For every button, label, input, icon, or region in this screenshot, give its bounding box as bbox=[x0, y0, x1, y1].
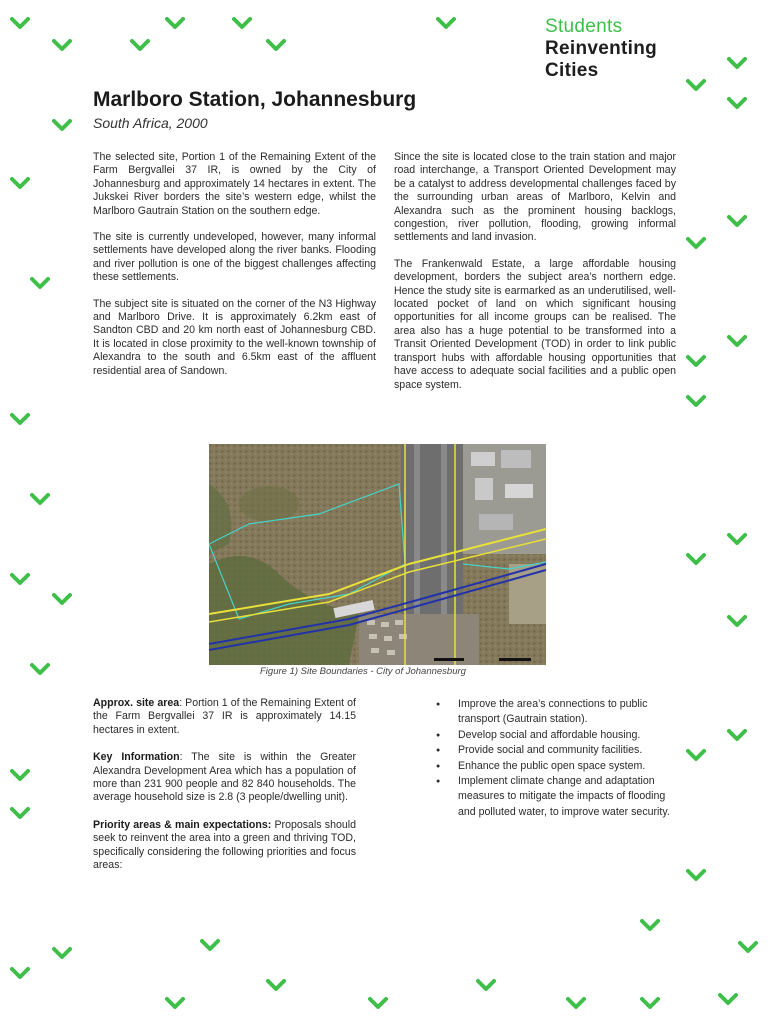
chevron-down-icon bbox=[686, 552, 706, 566]
chevron-down-icon bbox=[368, 996, 388, 1010]
chevron-down-icon bbox=[727, 614, 747, 628]
site-area-label: Approx. site area bbox=[93, 697, 180, 709]
logo-line-cities: Cities bbox=[545, 60, 599, 81]
chevron-down-icon bbox=[738, 940, 758, 954]
chevron-down-icon bbox=[686, 236, 706, 250]
site-boundaries-aerial-map bbox=[209, 444, 546, 665]
chevron-down-icon bbox=[10, 16, 30, 30]
site-information bbox=[93, 697, 356, 886]
chevron-down-icon bbox=[10, 768, 30, 782]
paragraph: The selected site, Portion 1 of the Remaining Extent of the Farm Bergvallei 37 IR, is owned by the City of Johannesburg and approximately 14 hectares in extent. The Jukskei River borders the site’s western edge, whilst the Marlboro Gautrain Station on the southern edge. bbox=[93, 151, 376, 217]
paragraph: Since the site is located close to the train station and major road interchange, a Transport Oriented Development may be a catalyst to address developmental challenges faced by the surrounding urban areas of Marlboro, Kelvin and Alexandra such as the prominent housing backlogs, congestion, river pollution, flooding, growing informal settlements and land invasion. bbox=[394, 151, 676, 244]
chevron-down-icon bbox=[718, 992, 738, 1006]
key-information-text: : The site is within the Greater Alexandra Development Area which has a population of more than 231 900 people and 82 840 households. The average household size is 2.8 (3 people/dwelling unit). bbox=[93, 751, 357, 804]
chevron-down-icon bbox=[436, 16, 456, 30]
priority-areas-paragraph bbox=[93, 819, 356, 873]
site-area-paragraph bbox=[93, 697, 356, 737]
chevron-down-icon bbox=[727, 532, 747, 546]
figure-caption: Figure 1) Site Boundaries - City of Johannesburg bbox=[260, 666, 466, 677]
chevron-down-icon bbox=[727, 728, 747, 742]
chevron-down-icon bbox=[10, 572, 30, 586]
paragraph: The site is currently undeveloped, however, many informal settlements have developed along the river banks. Flooding and river pollution is one of the biggest challenges affecting these settlements. bbox=[93, 231, 376, 284]
chevron-down-icon bbox=[727, 214, 747, 228]
chevron-down-icon bbox=[165, 16, 185, 30]
chevron-down-icon bbox=[266, 978, 286, 992]
chevron-down-icon bbox=[52, 592, 72, 606]
page-subtitle: South Africa, 2000 bbox=[93, 115, 208, 131]
students-reinventing-cities-logo bbox=[545, 16, 657, 82]
key-information-label: Key Information bbox=[93, 751, 180, 764]
list-item: ● Enhance the public open space system. bbox=[436, 759, 681, 774]
chevron-down-icon bbox=[476, 978, 496, 992]
chevron-down-icon bbox=[686, 868, 706, 882]
priority-areas-label: Priority areas & main expectations: bbox=[93, 818, 272, 831]
aerial-photo bbox=[209, 444, 546, 665]
chevron-down-icon bbox=[686, 394, 706, 408]
chevron-down-icon bbox=[52, 946, 72, 960]
chevron-down-icon bbox=[30, 492, 50, 506]
chevron-down-icon bbox=[727, 56, 747, 70]
chevron-down-icon bbox=[10, 412, 30, 426]
chevron-down-icon bbox=[165, 996, 185, 1010]
logo-line-reinventing: Reinventing bbox=[545, 38, 658, 59]
chevron-down-icon bbox=[200, 938, 220, 952]
list-item: ● Provide social and community facilities. bbox=[436, 743, 681, 758]
chevron-down-icon bbox=[640, 996, 660, 1010]
chevron-down-icon bbox=[727, 96, 747, 110]
chevron-down-icon bbox=[30, 662, 50, 676]
chevron-down-icon bbox=[52, 118, 72, 132]
chevron-down-icon bbox=[266, 38, 286, 52]
chevron-down-icon bbox=[10, 806, 30, 820]
paragraph: The subject site is situated on the corner of the N3 Highway and Marlboro Drive. It is approximately 6.2km east of Sandton CBD and 20 km north east of Johannesburg CBD. It is located in close proximity to the well-known township of Alexandra to the south and 6.5km east of the affluent residential area of Sandown. bbox=[93, 297, 376, 377]
chevron-down-icon bbox=[566, 996, 586, 1010]
page-title: Marlboro Station, Johannesburg bbox=[93, 88, 417, 111]
logo-line-students: Students bbox=[545, 16, 623, 37]
key-information-paragraph bbox=[93, 751, 356, 805]
priority-areas-text: Proposals should seek to reinvent the area into a green and thriving TOD, specifically considering the following priorities and focus areas: bbox=[93, 818, 356, 872]
chevron-down-icon bbox=[640, 918, 660, 932]
chevron-down-icon bbox=[52, 38, 72, 52]
chevron-down-icon bbox=[10, 176, 30, 190]
chevron-down-icon bbox=[10, 966, 30, 980]
chevron-down-icon bbox=[727, 334, 747, 348]
list-item: ● Improve the area’s connections to public transport (Gautrain station). bbox=[436, 697, 681, 728]
intro-column-right bbox=[394, 151, 676, 405]
chevron-down-icon bbox=[232, 16, 252, 30]
site-area-text: : Portion 1 of the Remaining Extent of the Farm Bergvallei 37 IR is approximately 14.15 hectares in extent. bbox=[93, 697, 357, 736]
chevron-down-icon bbox=[686, 78, 706, 92]
chevron-down-icon bbox=[686, 748, 706, 762]
chevron-down-icon bbox=[130, 38, 150, 52]
chevron-down-icon bbox=[686, 354, 706, 368]
list-item: ● Develop social and affordable housing. bbox=[436, 728, 681, 743]
list-item: ● Implement climate change and adaptation measures to mitigate the impacts of flooding and polluted water, to improve water security. bbox=[436, 774, 681, 820]
priorities-list bbox=[436, 697, 681, 820]
intro-column-left bbox=[93, 151, 376, 391]
chevron-down-icon bbox=[30, 276, 50, 290]
paragraph: The Frankenwald Estate, a large affordable housing development, borders the subject area’s northern edge. Hence the study site is earmarked as an underutilised, well-located pocket of land on which significant housing opportunities for all income groups can be realised. The area also has a huge potential to be transformed into a Transit Oriented Development (TOD) in order to link public transport hubs with affordable housing opportunities that have access to adequate social facilities and a public open space system. bbox=[394, 257, 676, 391]
